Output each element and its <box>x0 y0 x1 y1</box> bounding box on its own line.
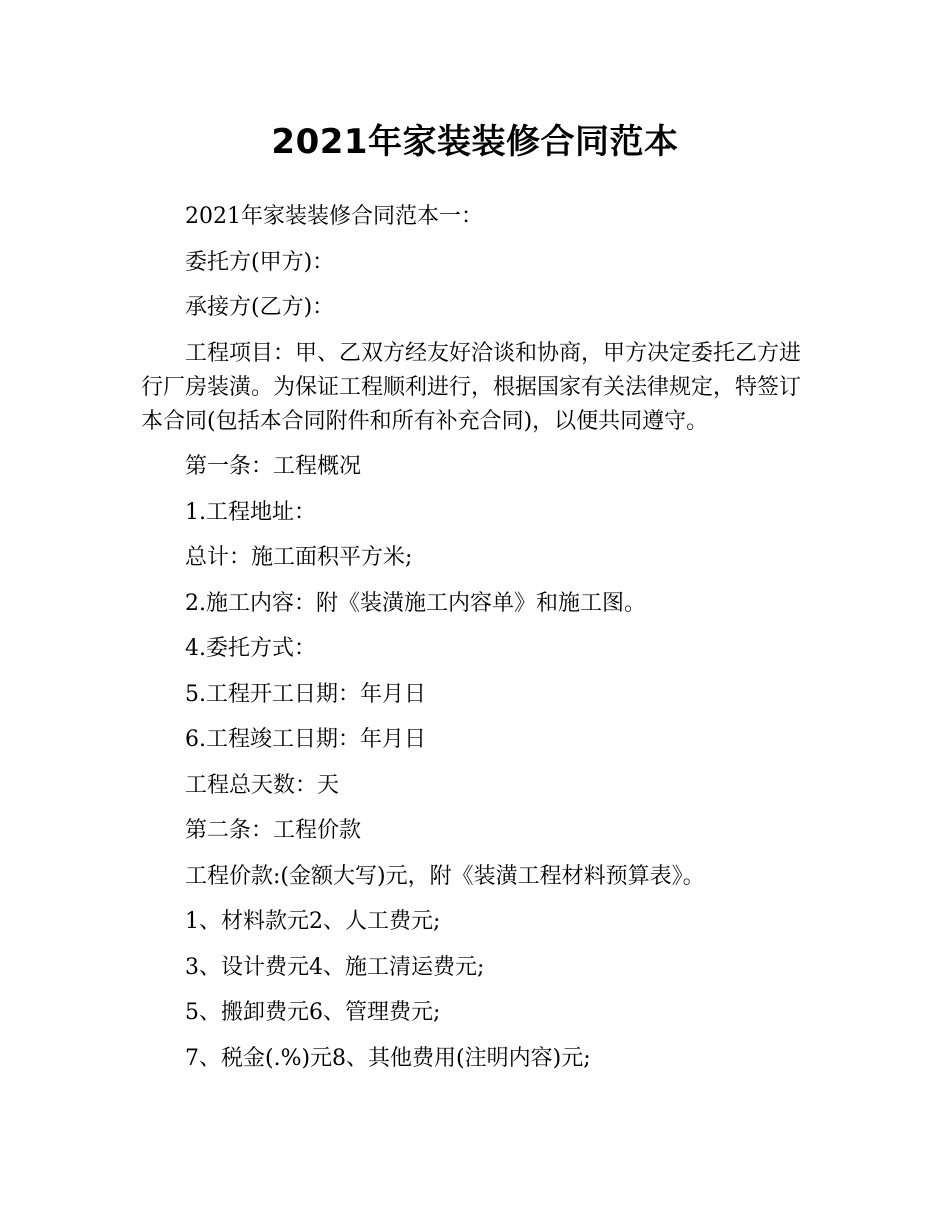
paragraph-cost-4: 7、税金(.%)元8、其他费用(注明内容)元; <box>185 1045 591 1071</box>
paragraph-address: 1.工程地址： <box>185 499 316 525</box>
paragraph-total-days: 工程总天数：天 <box>185 772 340 798</box>
paragraph-intro: 2021年家装装修合同范本一： <box>185 204 483 229</box>
paragraph-price: 工程价款:(金额大写)元，附《装潢工程材料预算表》。 <box>185 863 705 889</box>
paragraph-area: 总计：施工面积平方米; <box>185 545 413 570</box>
paragraph-project: 工程项目：甲、乙双方经友好洽谈和协商，甲方决定委托乙方进行厂房装潢。为保证工程顺利进行，根据国家有关法律规定，特签订本合同(包括本合同附件和所有补充合同)，以便共同遵守。 <box>141 340 802 434</box>
document-body <box>141 200 813 1087</box>
paragraph-end-date: 6.工程竣工日期：年月日 <box>185 727 426 752</box>
paragraph-cost-2: 3、设计费元4、施工清运费元; <box>185 954 485 980</box>
paragraph-start-date: 5.工程开工日期：年月日 <box>185 681 426 707</box>
paragraph-article-2: 第二条：工程价款 <box>185 818 362 843</box>
paragraph-party-b: 承接方(乙方)： <box>185 295 335 320</box>
paragraph-article-1: 第一条：工程概况 <box>185 454 362 479</box>
paragraph-content: 2.施工内容：附《装潢施工内容单》和施工图。 <box>185 590 646 616</box>
paragraph-cost-3: 5、搬卸费元6、管理费元; <box>185 1000 441 1025</box>
paragraph-party-a: 委托方(甲方)： <box>185 249 335 275</box>
document-title: 2021年家装装修合同范本 <box>271 122 679 162</box>
paragraph-method: 4.委托方式： <box>185 636 316 661</box>
paragraph-cost-1: 1、材料款元2、人工费元; <box>185 909 441 934</box>
